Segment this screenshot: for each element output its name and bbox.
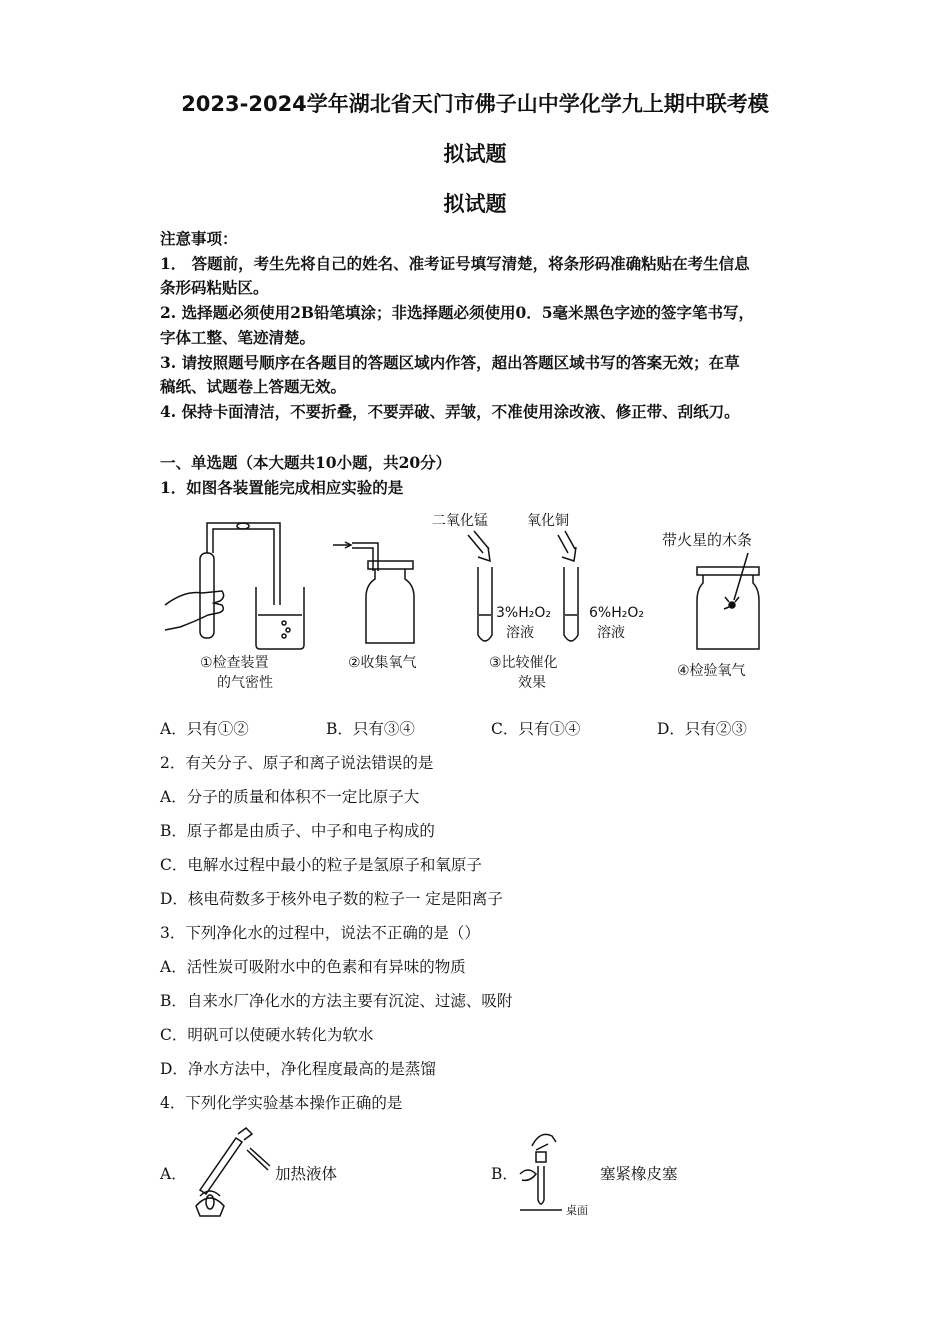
q1-label-3a: ③比较催化 — [489, 655, 558, 671]
page-title-line2: 拟试题 — [443, 142, 507, 166]
q1-option-d: D．只有②③ — [657, 720, 747, 738]
q1-label-4: ④检验氧气 — [677, 663, 746, 679]
q4-option-a-letter: A． — [160, 1165, 187, 1183]
q1-option-c: C．只有①④ — [491, 720, 581, 738]
notes-line: 条形码粘贴区。 — [160, 278, 269, 297]
q2-option: A．分子的质量和体积不一定比原子大 — [160, 788, 420, 806]
notes-line: 1． 答题前，考生先将自己的姓名、准考证号填写清楚，将条形码准确粘贴在考生信息 — [160, 254, 750, 273]
airtightness-apparatus — [165, 523, 304, 649]
q3-option: B．自来水厂净化水的方法主要有沉淀、过滤、吸附 — [160, 992, 513, 1010]
sol2-label-b: 溶液 — [597, 625, 625, 641]
heating-liquid-figure — [196, 1128, 270, 1216]
q1-label-1b: 的气密性 — [217, 675, 273, 691]
question-stem-3: 3．下列净化水的过程中，说法不正确的是（） — [160, 924, 480, 942]
q1-apparatus-figure — [0, 505, 950, 705]
q1-option-b: B．只有③④ — [326, 720, 415, 738]
sol1-label-a: 3%H₂O₂ — [496, 605, 551, 621]
notes-line: 4. 保持卡面清洁，不要折叠，不要弄破、弄皱，不准使用涂改液、修正带、刮纸刀。 — [160, 402, 740, 421]
notes-line: 3. 请按照题号顺序在各题目的答题区域内作答，超出答题区域书写的答案无效；在草 — [160, 353, 740, 372]
question-stem-4: 4．下列化学实验基本操作正确的是 — [160, 1094, 403, 1112]
q1-label-1a: ①检查装置 — [200, 655, 269, 671]
oxygen-test-jar — [697, 553, 759, 649]
q2-option: C．电解水过程中最小的粒子是氢原子和氧原子 — [160, 856, 482, 874]
notes-line: 稿纸、试题卷上答题无效。 — [160, 377, 347, 396]
cuo-label: 氧化铜 — [527, 513, 569, 529]
notes-heading: 注意事项： — [160, 229, 238, 248]
q2-option: B．原子都是由质子、中子和电子构成的 — [160, 822, 435, 840]
sol2-label-a: 6%H₂O₂ — [589, 605, 644, 621]
sol1-label-b: 溶液 — [506, 625, 534, 641]
gas-collection-bottle — [333, 542, 414, 643]
page-title-line1: 2023-2024学年湖北省天门市佛子山中学化学九上期中联考模 — [181, 92, 769, 116]
q4-option-a-text: 加热液体 — [275, 1165, 338, 1183]
q3-option: C．明矾可以使硬水转化为软水 — [160, 1026, 374, 1044]
q4-figures — [0, 1120, 950, 1220]
desk-label: 桌面 — [566, 1204, 588, 1217]
q4-option-b-text: 塞紧橡皮塞 — [600, 1165, 678, 1183]
q4-option-b-letter: B． — [491, 1165, 518, 1183]
q2-option: D．核电荷数多于核外电子数的粒子一 定是阳离子 — [160, 890, 503, 908]
q3-option: D．净水方法中，净化程度最高的是蒸馏 — [160, 1060, 436, 1078]
stopper-insertion-figure — [520, 1134, 562, 1210]
page-title-line3: 拟试题 — [443, 192, 507, 216]
mno2-label: 二氧化锰 — [432, 513, 488, 529]
section-heading: 一、单选题（本大题共10小题，共20分） — [160, 453, 452, 472]
q3-option: A．活性炭可吸附水中的色素和有异味的物质 — [160, 958, 466, 976]
notes-line: 2. 选择题必须使用2B铅笔填涂；非选择题必须使用0．5毫米黑色字迹的签字笔书写， — [160, 303, 755, 322]
splint-label: 带火星的木条 — [662, 531, 753, 549]
q1-label-2: ②收集氧气 — [348, 655, 417, 671]
question-stem-1: 1．如图各装置能完成相应实验的是 — [160, 478, 404, 497]
q1-label-3b: 效果 — [518, 675, 546, 691]
q1-option-a: A．只有①② — [160, 720, 249, 738]
question-stem-2: 2．有关分子、原子和离子说法错误的是 — [160, 754, 434, 772]
notes-line: 字体工整、笔迹清楚。 — [160, 328, 316, 347]
